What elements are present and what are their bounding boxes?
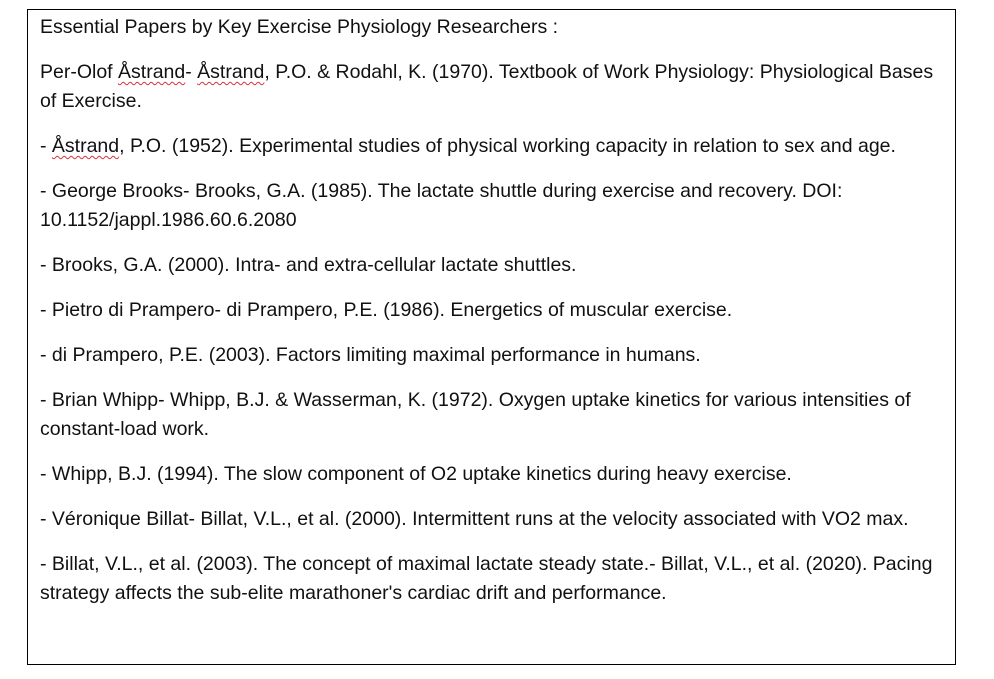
document-text-box: [27, 9, 956, 665]
reference-entry-diprampero-1986: - Pietro di Prampero- di Prampero, P.E. (1986). Energetics of muscular exercise.: [40, 299, 733, 321]
entry-text: , P.O. (1952). Experimental studies of physical working capacity in relation to sex and age.: [119, 135, 896, 157]
entry-text: -: [40, 135, 52, 157]
reference-entry-brooks-2000: - Brooks, G.A. (2000). Intra- and extra-cellular lactate shuttles.: [40, 254, 577, 276]
reference-entry-whipp-1994: - Whipp, B.J. (1994). The slow component of O2 uptake kinetics during heavy exercise.: [40, 463, 792, 485]
reference-entry-whipp-1972: - Brian Whipp- Whipp, B.J. & Wasserman, K. (1972). Oxygen uptake kinetics for various intensities of constant-load work.: [40, 389, 911, 440]
reference-entry-astrand-1970: [40, 58, 945, 116]
reference-entry-billat-2000: - Véronique Billat- Billat, V.L., et al. (2000). Intermittent runs at the velocity associated with VO2 max.: [40, 508, 909, 530]
entry-text: Per-Olof: [40, 61, 119, 83]
spellcheck-flagged-word[interactable]: Åstrand: [118, 61, 186, 83]
entry-text: , P.O. & Rodahl, K. (1970). Textbook of Work Physiology: Physiological Bases of Exercise.: [40, 61, 934, 112]
document-heading: Essential Papers by Key Exercise Physiology Researchers :: [40, 16, 559, 38]
entry-text: -: [185, 61, 198, 83]
reference-entry-astrand-1952: [40, 132, 945, 161]
reference-entry-brooks-1985: - George Brooks- Brooks, G.A. (1985). The lactate shuttle during exercise and recovery. DOI: 10.1152/jappl.1986.60.6.2080: [40, 180, 843, 231]
spellcheck-flagged-word[interactable]: Åstrand: [197, 61, 265, 83]
reference-entry-billat-2003-2020: - Billat, V.L., et al. (2003). The concept of maximal lactate steady state.- Billat, V.L., et al. (2020). Pacing strategy affects the sub-elite marathoner's cardiac drift and performance.: [40, 553, 933, 604]
spellcheck-flagged-word[interactable]: Åstrand: [51, 135, 120, 157]
reference-entry-diprampero-2003: - di Prampero, P.E. (2003). Factors limiting maximal performance in humans.: [40, 344, 701, 366]
